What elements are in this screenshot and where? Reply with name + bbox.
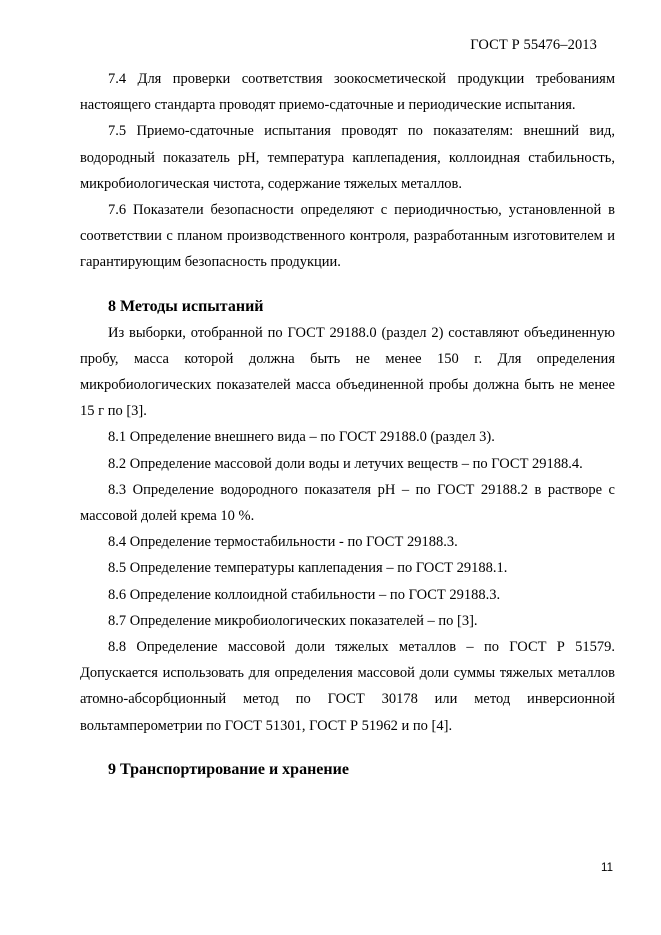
- paragraph-8-3: 8.3 Определение водородного показателя pH – по ГОСТ 29188.2 в растворе с массовой долей крема 10 %.: [80, 481, 615, 525]
- section-8-heading: 8 Методы испытаний: [108, 297, 264, 315]
- section-8-intro: Из выборки, отобранной по ГОСТ 29188.0 (раздел 2) составляют объединенную пробу, масса которой должна быть не менее 150 г. Для определения микробиологических показателей масса объединенной пробы должна быть не менее 15 г по [3].: [80, 324, 615, 420]
- paragraph-8-4: 8.4 Определение термостабильности - по ГОСТ 29188.3.: [108, 534, 458, 551]
- paragraph-8-6: 8.6 Определение коллоидной стабильности – по ГОСТ 29188.3.: [108, 586, 501, 603]
- section-9-heading: 9 Транспортирование и хранение: [108, 760, 349, 778]
- paragraph-7-4: 7.4 Для проверки соответствия зоокосметической продукции требованиям настоящего стандарта проводят приемо-сдаточные и периодические испытания.: [80, 71, 615, 114]
- page-number: 11: [601, 862, 613, 874]
- paragraph-8-1: 8.1 Определение внешнего вида – по ГОСТ 29188.0 (раздел 3).: [108, 429, 495, 446]
- paragraph-7-5: 7.5 Приемо-сдаточные испытания проводят по показателям: внешний вид, водородный показатель pH, температура каплепадения, коллоидная стабильность, микробиологическая чистота, содержание тяжелых металлов.: [80, 123, 615, 192]
- paragraph-8-5: 8.5 Определение температуры каплепадения – по ГОСТ 29188.1.: [108, 560, 508, 577]
- paragraph-8-2: 8.2 Определение массовой доли воды и летучих веществ – по ГОСТ 29188.4.: [108, 455, 583, 472]
- paragraph-7-6: 7.6 Показатели безопасности определяют с периодичностью, установленной в соответствии с планом производственного контроля, разработанным изготовителем и гарантирующим безопасность продукции.: [80, 202, 615, 271]
- document-body: [80, 66, 615, 783]
- paragraph-8-8: 8.8 Определение массовой доли тяжелых металлов – по ГОСТ Р 51579. Допускается использовать для определения массовой доли суммы тяжелых металлов атомно-абсорбционный метод по ГОСТ 30178 или метод инверсионной вольтамперометрии по ГОСТ 51301, ГОСТ Р 51962 и по [4].: [80, 639, 615, 734]
- document-header: ГОСТ Р 55476–2013: [470, 37, 597, 53]
- paragraph-8-7: 8.7 Определение микробиологических показателей – по [3].: [108, 612, 478, 629]
